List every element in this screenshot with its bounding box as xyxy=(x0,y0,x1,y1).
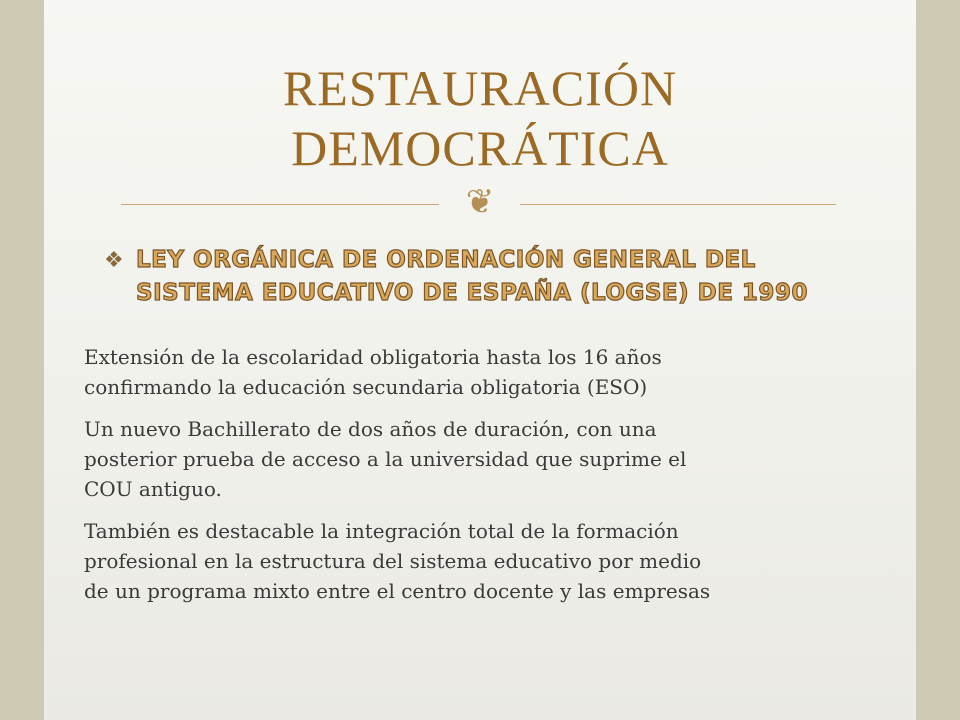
paragraph-line: de un programa mixto entre el centro docente y las empresas xyxy=(84,579,711,603)
paragraph-line: posterior prueba de acceso a la universidad que suprime el xyxy=(84,447,687,471)
paragraph-formacion xyxy=(84,516,884,606)
paragraph-line: Extensión de la escolaridad obligatoria hasta los 16 años xyxy=(84,345,662,369)
paragraph-line: confirmando la educación secundaria obligatoria (ESO) xyxy=(84,375,648,399)
subheading xyxy=(104,244,864,310)
paragraph-bachillerato xyxy=(84,414,884,504)
slide-title xyxy=(0,58,960,178)
quill-bullet-icon: ❖ xyxy=(104,248,125,273)
paragraph-line: También es destacable la integración total de la formación xyxy=(84,519,679,543)
title-line-1: RESTAURACIÓN xyxy=(282,60,678,116)
body-text xyxy=(84,342,884,618)
title-divider-right xyxy=(520,204,836,205)
paragraph-line: COU antiguo. xyxy=(84,477,222,501)
subheading-line-2: SISTEMA EDUCATIVO DE ESPAÑA (LOGSE) DE 1990 xyxy=(136,280,808,306)
paragraph-line: Un nuevo Bachillerato de dos años de duración, con una xyxy=(84,417,657,441)
title-line-2: DEMOCRÁTICA xyxy=(291,120,669,176)
title-divider-left xyxy=(121,204,439,205)
ornament-icon: ❦ xyxy=(465,182,495,222)
subheading-line-1: LEY ORGÁNICA DE ORDENACIÓN GENERAL DEL xyxy=(136,247,756,273)
paragraph-eso xyxy=(84,342,884,402)
paragraph-line: profesional en la estructura del sistema educativo por medio xyxy=(84,549,702,573)
